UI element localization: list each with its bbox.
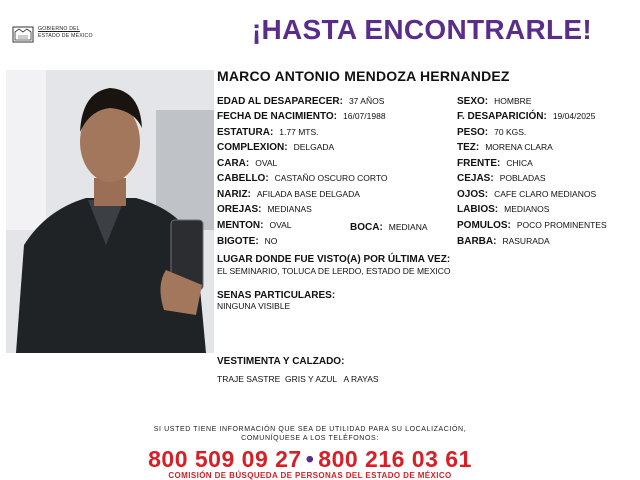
last-seen-label: LUGAR DONDE FUE VISTO(A) POR ÚLTIMA VEZ: [217, 254, 451, 265]
field-label: ESTATURA: [217, 127, 274, 138]
field-ojos [457, 189, 596, 200]
field-estatura [217, 127, 319, 138]
field-value: RASURADA [502, 236, 550, 246]
field-sexo [457, 96, 531, 107]
field-value: MEDIANA [388, 222, 428, 232]
marks-label: SENAS PARTICULARES: [217, 290, 336, 301]
footer-note-line-1: SI USTED TIENE INFORMACIÓN QUE SEA DE UTILIDAD PARA SU LOCALIZACIÓN, [153, 426, 467, 433]
field-label: TEZ: [457, 142, 480, 153]
logo-line-1: GOBIERNO DEL [38, 26, 80, 32]
field-cejas [457, 173, 546, 184]
field-value: CHICA [506, 158, 533, 168]
phone-numbers [0, 446, 620, 473]
field-bigote [217, 236, 277, 247]
field-label: POMULOS: [457, 220, 511, 231]
field-peso [457, 127, 526, 138]
field-value: 19/04/2025 [552, 111, 596, 121]
field-label: CABELLO: [217, 173, 269, 184]
marks-value: NINGUNA VISIBLE [217, 301, 291, 311]
field-value: 16/07/1988 [343, 111, 386, 121]
field-complexion [217, 142, 334, 153]
field-cara [217, 158, 277, 169]
field-cabello [217, 173, 388, 184]
field-value: 70 KGS. [494, 127, 527, 137]
field-value: 1.77 MTS. [279, 127, 319, 137]
field-menton [217, 220, 292, 231]
commission-name: COMISIÓN DE BÚSQUEDA DE PERSONAS DEL ESTADO DE MÉXICO [168, 471, 452, 480]
field-frente [457, 158, 533, 169]
phone-number-2[interactable]: 800 216 03 61 [318, 446, 472, 472]
field-value: CASTAÑO OSCURO CORTO [274, 173, 388, 183]
footer-note-line-2: COMUNÍQUESE A LOS TELÉFONOS: [241, 435, 379, 442]
field-edad [217, 96, 384, 107]
field-value: OVAL [255, 158, 278, 168]
field-label: BARBA: [457, 236, 497, 247]
field-value: CAFE CLARO MEDIANOS [494, 189, 597, 199]
field-orejas [217, 204, 312, 215]
last-seen-value: EL SEMINARIO, TOLUCA DE LERDO, ESTADO DE MEXICO [217, 266, 451, 276]
field-label: OJOS: [457, 189, 489, 200]
field-value: NO [264, 236, 278, 246]
field-label: MENTON: [217, 220, 264, 231]
field-value: POCO PROMINENTES [516, 220, 607, 230]
field-label: BOCA: [350, 222, 383, 233]
field-tez [457, 142, 553, 153]
clothing-value: TRAJE SASTRE GRIS Y AZUL A RAYAS [217, 374, 379, 384]
field-label: COMPLEXION: [217, 142, 288, 153]
field-value: 37 AÑOS [348, 96, 385, 106]
field-value: HOMBRE [494, 96, 532, 106]
field-label: PESO: [457, 127, 489, 138]
phone-number-1[interactable]: 800 509 09 27 [148, 446, 302, 472]
field-fecha-desaparicion [457, 111, 595, 122]
logo-line-2: ESTADO DE MÉXICO [38, 33, 93, 39]
field-label: FRENTE: [457, 158, 501, 169]
field-pomulos [457, 220, 607, 231]
person-photo-illustration [6, 70, 214, 353]
field-label: EDAD AL DESAPARECER: [217, 96, 343, 107]
field-value: MEDIANAS [267, 204, 312, 214]
field-label: OREJAS: [217, 204, 262, 215]
field-value: OVAL [269, 220, 292, 230]
field-value: MEDIANOS [504, 204, 550, 214]
field-label: CARA: [217, 158, 250, 169]
field-label: BIGOTE: [217, 236, 259, 247]
field-labios [457, 204, 549, 215]
field-barba [457, 236, 550, 247]
field-label: FECHA DE NACIMIENTO: [217, 111, 337, 122]
field-label: LABIOS: [457, 204, 499, 215]
phone-separator: • [305, 446, 315, 472]
field-boca [350, 222, 428, 233]
headline: ¡HASTA ENCONTRARLE! [251, 14, 592, 45]
field-label: NARIZ: [217, 189, 251, 200]
person-name: MARCO ANTONIO MENDOZA HERNANDEZ [217, 68, 510, 84]
field-nariz [217, 189, 360, 200]
field-value: MORENA CLARA [485, 142, 553, 152]
field-value: AFILADA BASE DELGADA [256, 189, 360, 199]
field-label: F. DESAPARICIÓN: [457, 111, 547, 122]
missing-person-photo [6, 70, 214, 353]
clothing-label: VESTIMENTA Y CALZADO: [217, 356, 345, 367]
field-value: DELGADA [293, 142, 335, 152]
field-fecha-nacimiento [217, 111, 386, 122]
field-label: SEXO: [457, 96, 489, 107]
field-label: CEJAS: [457, 173, 494, 184]
field-value: POBLADAS [499, 173, 546, 183]
